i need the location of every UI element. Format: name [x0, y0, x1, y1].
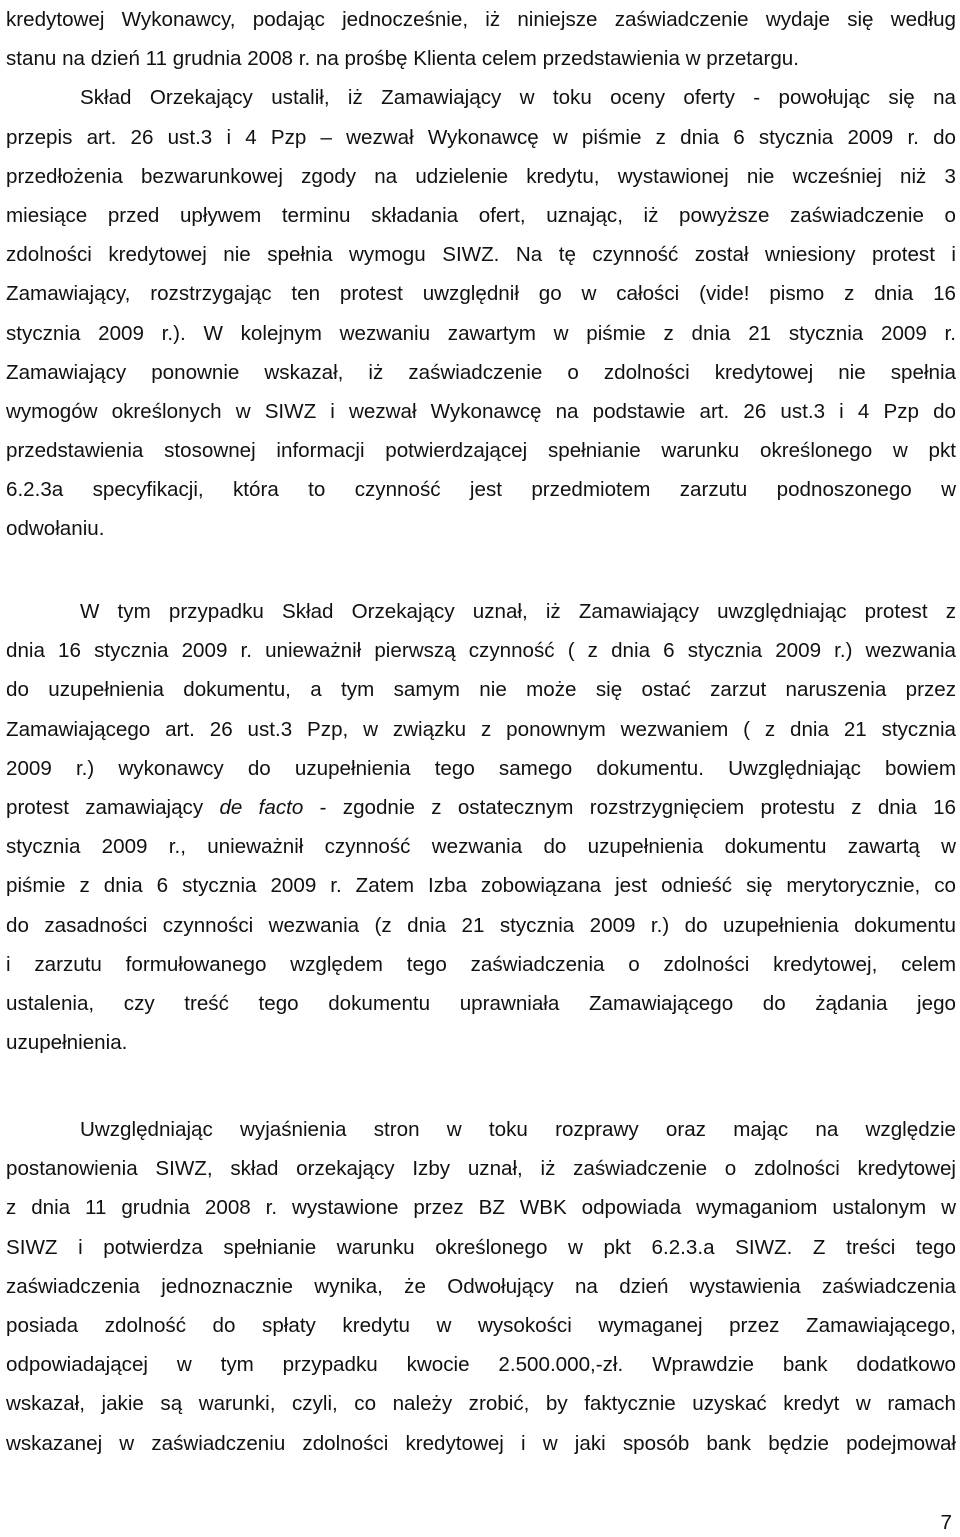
text-line: przedstawienia stosownej informacji potwierdzającej spełnianie warunku określonego w pkt — [6, 439, 956, 463]
text-line: miesiące przed upływem terminu składania ofert, uznając, iż powyższe zaświadczenie o — [6, 203, 956, 227]
text-line: W tym przypadku Skład Orzekający uznał, iż Zamawiający uwzględniając protest z — [80, 600, 956, 623]
text-line: z dnia 11 grudnia 2008 r. wystawione przez BZ WBK odpowiada wymaganiom ustalonym w — [6, 1196, 956, 1220]
text-line: Zamawiającego art. 26 ust.3 Pzp, w związku z ponownym wezwaniem ( z dnia 21 stycznia — [6, 717, 956, 741]
text-line: Zamawiający ponownie wskazał, iż zaświadczenie o zdolności kredytowej nie spełnia — [6, 360, 956, 384]
text-line: piśmie z dnia 6 stycznia 2009 r. Zatem Izba zobowiązana jest odnieść się merytorycznie, co — [6, 874, 956, 898]
text-line: stanu na dzień 11 grudnia 2008 r. na prośbę Klienta celem przedstawienia w przetargu. — [6, 47, 799, 71]
page-number: 7 — [940, 1511, 952, 1534]
text-line: 2009 r.) wykonawcy do uzupełnienia tego samego dokumentu. Uwzględniając bowiem — [6, 756, 956, 780]
text-line: ustalenia, czy treść tego dokumentu uprawniała Zamawiającego do żądania jego — [6, 991, 956, 1015]
text-line: wskazał, jakie są warunki, czyli, co należy zrobić, by faktycznie uzyskać kredyt w ramach — [6, 1392, 956, 1416]
text-line: Skład Orzekający ustalił, iż Zamawiający w toku oceny oferty - powołując się na — [80, 86, 956, 110]
text-line-with-italic — [6, 788, 956, 827]
paragraph-1 — [6, 0, 956, 549]
text-line: do zasadności czynności wezwania (z dnia 21 stycznia 2009 r.) do uzupełnienia dokumentu — [6, 913, 956, 937]
text-line: zaświadczenia jednoznacznie wynika, że Odwołujący na dzień wystawienia zaświadczenia — [6, 1274, 956, 1298]
text-line: postanowienia SIWZ, skład orzekający Izby uznał, iż zaświadczenie o zdolności kredytowej — [6, 1157, 956, 1181]
text-line: zdolności kredytowej nie spełnia wymogu SIWZ. Na tę czynność został wniesiony protest i — [6, 243, 956, 267]
text-line: posiada zdolność do spłaty kredytu w wysokości wymaganej przez Zamawiającego, — [6, 1313, 956, 1337]
text-line: Zamawiający, rozstrzygając ten protest uwzględnił go w całości (vide! pismo z dnia 16 — [6, 282, 956, 306]
text-line: wymogów określonych w SIWZ i wezwał Wykonawcę na podstawie art. 26 ust.3 i 4 Pzp do — [6, 399, 956, 423]
text-run: - zgodnie z ostatecznym rozstrzygnięciem protestu z dnia 16 — [303, 795, 956, 819]
text-line: wskazanej w zaświadczeniu zdolności kredytowej i w jaki sposób bank będzie podejmował — [6, 1431, 956, 1455]
paragraph-3 — [6, 1110, 956, 1463]
text-line: odpowiadającej w tym przypadku kwocie 2.500.000,-zł. Wprawdzie bank dodatkowo — [6, 1353, 956, 1377]
text-line: uzupełnienia. — [6, 1031, 128, 1055]
paragraph-2 — [6, 592, 956, 1062]
text-line: stycznia 2009 r., unieważnił czynność wezwania do uzupełnienia dokumentu zawartą w — [6, 835, 956, 859]
text-line: kredytowej Wykonawcy, podając jednocześnie, iż niniejsze zaświadczenie wydaje się według — [6, 8, 956, 31]
text-line: 6.2.3a specyfikacji, która to czynność jest przedmiotem zarzutu podnoszonego w — [6, 478, 956, 502]
text-line: do uzupełnienia dokumentu, a tym samym nie może się ostać zarzut naruszenia przez — [6, 678, 956, 702]
text-line: stycznia 2009 r.). W kolejnym wezwaniu zawartym w piśmie z dnia 21 stycznia 2009 r. — [6, 321, 956, 345]
text-line: odwołaniu. — [6, 517, 105, 541]
italic-term: de facto — [219, 795, 304, 819]
text-line: dnia 16 stycznia 2009 r. unieważnił pierwszą czynność ( z dnia 6 stycznia 2009 r.) wezwania — [6, 639, 956, 663]
text-line: przepis art. 26 ust.3 i 4 Pzp – wezwał Wykonawcę w piśmie z dnia 6 stycznia 2009 r. do — [6, 125, 956, 149]
text-line: Uwzględniając wyjaśnienia stron w toku rozprawy oraz mając na względzie — [80, 1118, 956, 1141]
text-line: SIWZ i potwierdza spełnianie warunku określonego w pkt 6.2.3.a SIWZ. Z treści tego — [6, 1235, 956, 1259]
text-line: przedłożenia bezwarunkowej zgody na udzielenie kredytu, wystawionej nie wcześniej niż 3 — [6, 164, 956, 188]
text-run: protest zamawiający — [6, 795, 220, 819]
text-line: i zarzutu formułowanego względem tego zaświadczenia o zdolności kredytowej, celem — [6, 952, 956, 976]
